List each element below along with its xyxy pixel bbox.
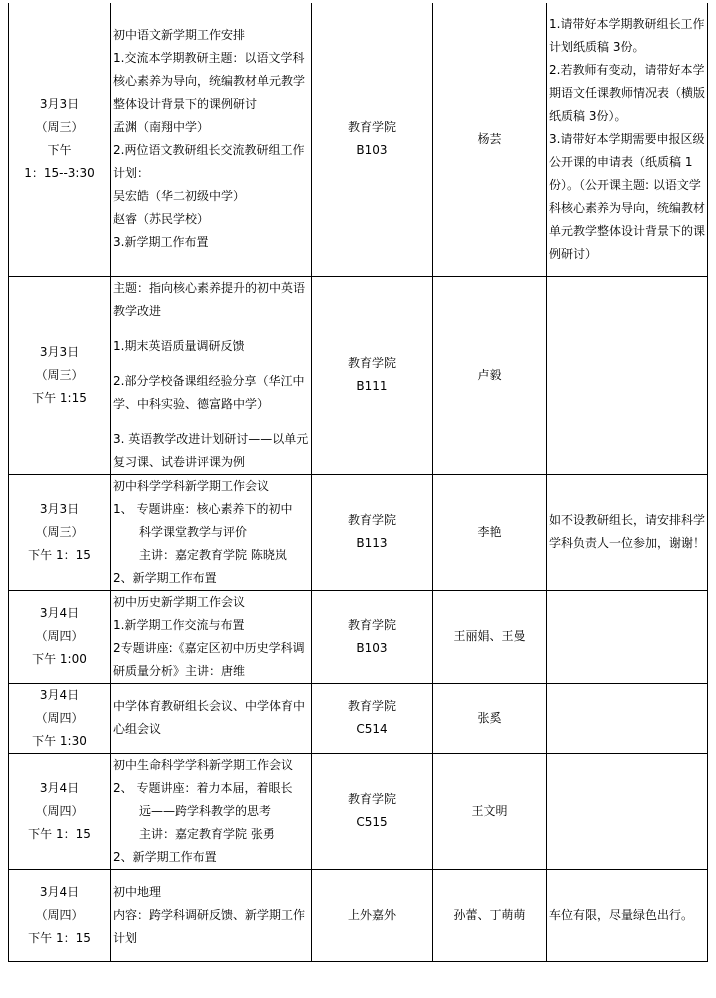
place-cell: 教育学院 B111 bbox=[312, 276, 433, 474]
content-cell: 初中生命科学学科新学期工作会议 2、 专题讲座：着力本届，着眼长 远——跨学科教学的思考 主讲：嘉定教育学院 张勇 2、新学期工作布置 bbox=[111, 753, 312, 869]
date-cell: 3月3日 （周三） 下午 1:15 bbox=[9, 276, 111, 474]
content-cell: 初中历史新学期工作会议 1.新学期工作交流与布置 2专题讲座:《嘉定区初中历史学科调研质量分析》主讲：唐维 bbox=[111, 590, 312, 683]
note-cell: 如不设教研组长，请安排科学学科负责人一位参加，谢谢！ bbox=[547, 474, 708, 590]
host-cell: 王文明 bbox=[433, 753, 547, 869]
schedule-table bbox=[8, 3, 708, 962]
note-cell: 车位有限，尽量绿色出行。 bbox=[547, 869, 708, 961]
table-row bbox=[9, 590, 708, 683]
content-cell: 初中科学学科新学期工作会议 1、 专题讲座：核心素养下的初中 科学课堂教学与评价 主讲：嘉定教育学院 陈晓岚 2、新学期工作布置 bbox=[111, 474, 312, 590]
table-row bbox=[9, 869, 708, 961]
content-cell: 初中语文新学期工作安排 1.交流本学期教研主题：以语文学科核心素养为导向，统编教材单元教学整体设计背景下的课例研讨 孟渊（南翔中学） 2.两位语文教研组长交流教研组工作计划： 吴宏皓（华二初级中学） 赵睿（苏民学校） 3.新学期工作布置 bbox=[111, 3, 312, 276]
table-row bbox=[9, 753, 708, 869]
place-cell: 教育学院 C515 bbox=[312, 753, 433, 869]
content-cell: 主题：指向核心素养提升的初中英语教学改进 1.期末英语质量调研反馈 2.部分学校备课组经验分享（华江中学、中科实验、德富路中学） 3. 英语教学改进计划研讨——以单元复习课、试卷讲评课为例 bbox=[111, 276, 312, 474]
note-cell bbox=[547, 753, 708, 869]
note-cell bbox=[547, 683, 708, 753]
date-cell: 3月4日 （周四） 下午 1:00 bbox=[9, 590, 111, 683]
host-cell: 王丽娟、王曼 bbox=[433, 590, 547, 683]
place-cell: 教育学院 B103 bbox=[312, 590, 433, 683]
host-cell: 孙蕾、丁萌萌 bbox=[433, 869, 547, 961]
host-cell: 杨芸 bbox=[433, 3, 547, 276]
note-cell bbox=[547, 276, 708, 474]
host-cell: 李艳 bbox=[433, 474, 547, 590]
table-row bbox=[9, 276, 708, 474]
host-cell: 张奚 bbox=[433, 683, 547, 753]
host-cell: 卢毅 bbox=[433, 276, 547, 474]
place-cell: 教育学院 B103 bbox=[312, 3, 433, 276]
date-cell: 3月3日 （周三） 下午 1：15--3:30 bbox=[9, 3, 111, 276]
table-row bbox=[9, 683, 708, 753]
table-row bbox=[9, 3, 708, 276]
table-row bbox=[9, 474, 708, 590]
date-cell: 3月3日 （周三） 下午 1：15 bbox=[9, 474, 111, 590]
place-cell: 教育学院 B113 bbox=[312, 474, 433, 590]
place-cell: 教育学院 C514 bbox=[312, 683, 433, 753]
note-cell: 1.请带好本学期教研组长工作计划纸质稿 3份。 2.若教师有变动，请带好本学期语文任课教师情况表（横版纸质稿 3份）。 3.请带好本学期需要申报区级公开课的申请表（纸质稿 1份）。（公开课主题: 以语文学科核心素养为导向，统编教材单元教学整体设计背景下的课例研讨） bbox=[547, 3, 708, 276]
content-cell: 初中地理 内容：跨学科调研反馈、新学期工作计划 bbox=[111, 869, 312, 961]
date-cell: 3月4日 （周四） 下午 1：15 bbox=[9, 753, 111, 869]
note-cell bbox=[547, 590, 708, 683]
place-cell: 上外嘉外 bbox=[312, 869, 433, 961]
content-cell: 中学体育教研组长会议、中学体育中心组会议 bbox=[111, 683, 312, 753]
date-cell: 3月4日 （周四） 下午 1：15 bbox=[9, 869, 111, 961]
date-cell: 3月4日 （周四） 下午 1:30 bbox=[9, 683, 111, 753]
